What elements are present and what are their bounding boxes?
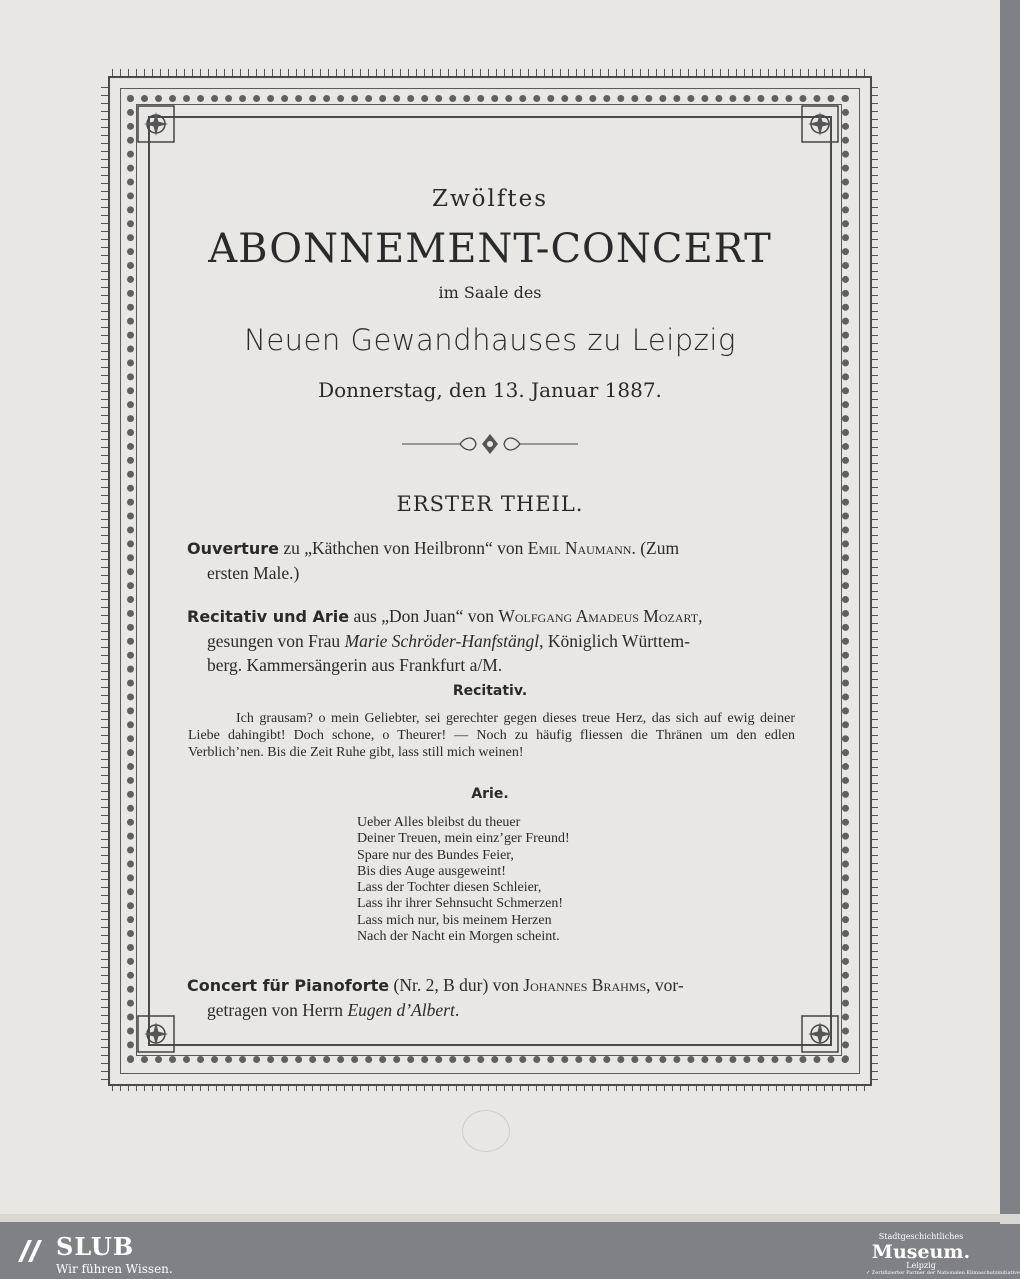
recitativ-text: Ich grausam? o mein Geliebter, sei gerechter gegen dieses treue Herz, das sich auf ewig deiner Liebe dahingibt! Doch schone, o Theurer! — Noch zu häufig fliessen die Thränen um den edlen Verblich’nen. Bis die Zeit Ruhe gibt, lass still mich weinen! (188, 711, 795, 760)
section-title: ERSTER THEIL. (396, 492, 584, 516)
arie-heading: Arie. (471, 786, 509, 802)
museum-logo-top[interactable]: Stadtgeschichtliches (878, 1232, 964, 1241)
corner-ornament-icon (136, 104, 176, 144)
verse-line: Ueber Alles bleibst du theuer (357, 815, 521, 830)
verse-line: Deiner Treuen, mein einz’ger Freund! (357, 831, 570, 847)
program-item-overture: Ouverture zu „Käthchen von Heilbronn“ von Emil Naumann. (Zum ersten Male.) (187, 538, 680, 583)
verse-line: Lass der Tochter diesen Schleier, (357, 880, 542, 896)
singer-name: Marie Schröder-Hanfstängl (344, 631, 540, 651)
slub-tagline: Wir führen Wissen. (56, 1262, 173, 1276)
piece-title: Ouverture (187, 539, 279, 558)
slub-logo-icon[interactable] (16, 1238, 46, 1264)
ornamental-divider-icon (400, 430, 580, 458)
recitativ-heading: Recitativ. (452, 683, 528, 699)
arie-verse (357, 815, 570, 945)
corner-ornament-icon (136, 1014, 176, 1054)
verse-line: Lass ihr ihrer Sehnsucht Schmerzen! (357, 896, 564, 912)
program-item-recitativ-arie: Recitativ und Arie aus „Don Juan“ von Wolfgang Amadeus Mozart, gesungen von Frau Marie Schröder-Hanfstängl, Königlich Württem- berg. Kammersängerin aus Frankfurt a/M. (187, 606, 703, 675)
museum-logo-city: Leipzig (906, 1261, 936, 1270)
venue-name: Neuen Gewandhauses zu Leipzig (244, 323, 736, 357)
composer-name: Johannes Brahms (523, 975, 647, 995)
venue-intro: im Saale des (438, 283, 542, 302)
verse-line: Lass mich nur, bis meinem Herzen (357, 912, 552, 928)
border-fringe-right (871, 80, 878, 1080)
museum-logo-name[interactable]: Museum. (871, 1241, 971, 1263)
program-item-piano-concerto: Concert für Pianoforte (Nr. 2, B dur) von Johannes Brahms, vor- getragen von Herrn Eugen d’Albert. (187, 975, 684, 1020)
composer-name: Emil Naumann (527, 538, 632, 558)
border-fringe-left (101, 80, 108, 1080)
library-stamp (462, 1110, 510, 1152)
composer-name: Wolfgang Amadeus Mozart (498, 606, 699, 626)
verse-line: Nach der Nacht ein Morgen scheint. (357, 929, 560, 945)
verse-line: Bis dies Auge ausgeweint! (357, 863, 506, 879)
concert-number: Zwölftes (431, 186, 549, 212)
slub-logo-text[interactable]: SLUB (56, 1232, 135, 1261)
corner-ornament-icon (800, 104, 840, 144)
performer-name: Eugen d’Albert (347, 1000, 455, 1020)
concert-title: ABONNEMENT-CONCERT (208, 226, 772, 272)
piece-title: Concert für Pianoforte (187, 976, 390, 995)
concert-date: Donnerstag, den 13. Januar 1887. (318, 378, 662, 402)
piece-title: Recitativ und Arie (187, 607, 350, 626)
border-fringe-top (112, 69, 872, 76)
museum-partner-note: ✓ Zertifizierter Partner der Nationalen Klimaschutzinitiative (866, 1270, 1020, 1276)
corner-ornament-icon (800, 1014, 840, 1054)
verse-line: Spare nur des Bundes Feier, (357, 847, 514, 863)
